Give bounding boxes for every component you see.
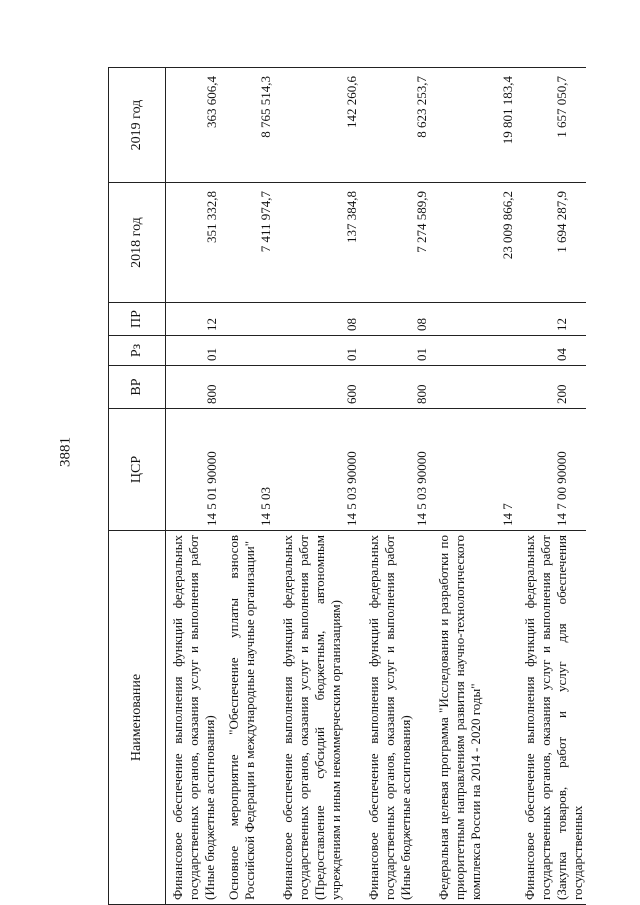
row-csr: 14 7 [430, 409, 516, 531]
row-vr [430, 366, 516, 409]
row-2019: 142 260,6 [274, 68, 360, 183]
table-row [430, 68, 516, 905]
row-2019: 19 801 183,4 [430, 68, 516, 183]
row-pr: 12 [516, 303, 586, 336]
row-rz: 04 [516, 336, 586, 366]
header-2018: 2018 год [109, 183, 166, 303]
row-csr: 14 5 03 90000 [274, 409, 360, 531]
row-csr: 14 5 03 90000 [360, 409, 430, 531]
row-2019: 8 765 514,3 [220, 68, 274, 183]
table-row [166, 68, 221, 905]
row-csr: 14 7 00 90000 [516, 409, 586, 531]
table-row [516, 68, 586, 905]
page-number: 3881 [57, 437, 74, 467]
row-2019: 363 606,4 [166, 68, 221, 183]
budget-table-frame [108, 68, 585, 905]
row-vr: 200 [516, 366, 586, 409]
row-pr [220, 303, 274, 336]
row-csr: 14 5 03 [220, 409, 274, 531]
row-2019: 1 657 050,7 [516, 68, 586, 183]
row-rz [220, 336, 274, 366]
row-vr: 800 [360, 366, 430, 409]
row-vr [220, 366, 274, 409]
table-row [274, 68, 360, 905]
header-pr: ПР [109, 303, 166, 336]
row-name: Финансовое обеспечение выполнения функций федеральных государственных органов, оказания услуг и выполнения работ (Предоставление субсидий бюджетным, автономным учреждениям и иным некоммерческим организациям) [274, 531, 360, 905]
row-rz: 01 [166, 336, 221, 366]
table-row [220, 68, 274, 905]
row-2019: 8 623 253,7 [360, 68, 430, 183]
row-pr [430, 303, 516, 336]
row-name: Финансовое обеспечение выполнения функций федеральных государственных органов, оказания услуг и выполнения работ (Закупка товаров, работ и услуг для обеспечения государственных [516, 531, 586, 905]
row-vr: 600 [274, 366, 360, 409]
table-header-row [109, 68, 166, 905]
row-rz [430, 336, 516, 366]
row-2018: 23 009 866,2 [430, 183, 516, 303]
row-rz: 01 [360, 336, 430, 366]
row-name: Финансовое обеспечение выполнения функций федеральных государственных органов, оказания услуг и выполнения работ (Иные бюджетные ассигнования) [166, 531, 221, 905]
header-name: Наименование [109, 531, 166, 905]
row-2018: 137 384,8 [274, 183, 360, 303]
row-pr: 12 [166, 303, 221, 336]
table-row [360, 68, 430, 905]
row-vr: 800 [166, 366, 221, 409]
row-csr: 14 5 01 90000 [166, 409, 221, 531]
row-rz: 01 [274, 336, 360, 366]
header-csr: ЦСР [109, 409, 166, 531]
row-name: Федеральная целевая программа "Исследования и разработки по приоритетным направлениям развития научно-технологического комплекса России на 2014 - 2020 годы" [430, 531, 516, 905]
row-name: Финансовое обеспечение выполнения функций федеральных государственных органов, оказания услуг и выполнения работ (Иные бюджетные ассигнования) [360, 531, 430, 905]
row-2018: 351 332,8 [166, 183, 221, 303]
header-rz: Рз [109, 336, 166, 366]
budget-table [108, 67, 586, 905]
header-vr: ВР [109, 366, 166, 409]
row-pr: 08 [274, 303, 360, 336]
row-2018: 7 411 974,7 [220, 183, 274, 303]
row-name: Основное мероприятие "Обеспечение уплаты взносов Российской Федерации в международные научные организации" [220, 531, 274, 905]
row-2018: 1 694 287,9 [516, 183, 586, 303]
row-2018: 7 274 589,9 [360, 183, 430, 303]
header-2019: 2019 год [109, 68, 166, 183]
rotated-table-container [108, 68, 585, 905]
row-pr: 08 [360, 303, 430, 336]
